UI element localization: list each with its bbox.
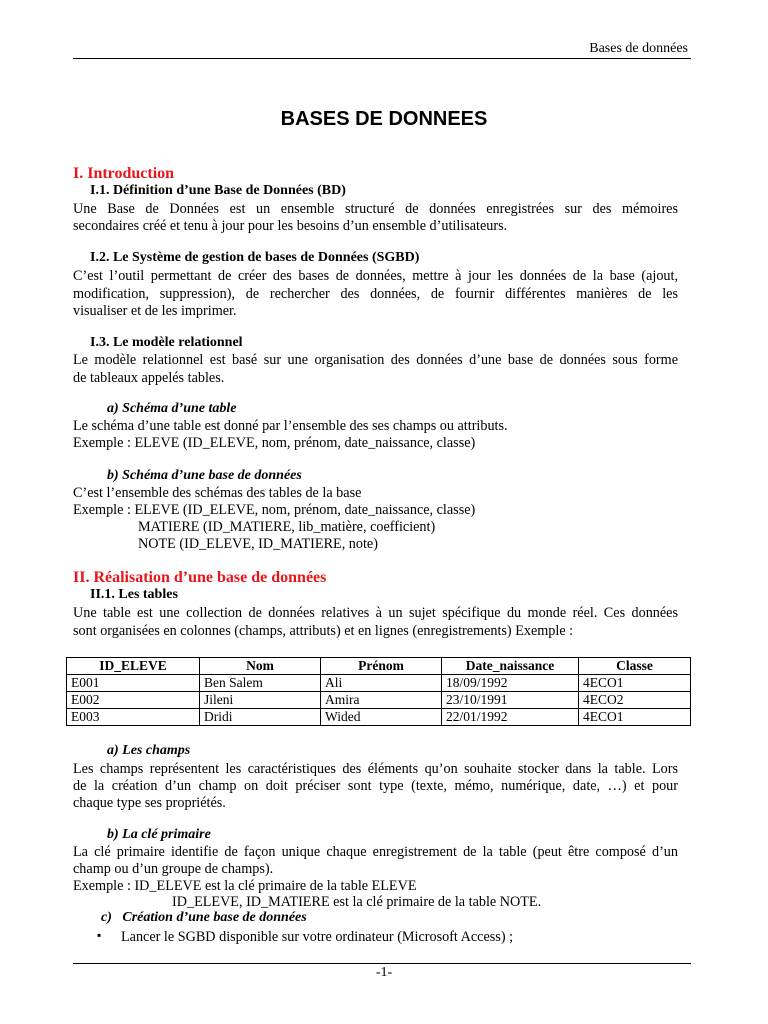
paragraph-line: de tableaux appelés tables. <box>73 370 225 386</box>
column-header: ID_ELEVE <box>67 658 200 675</box>
column-header: Date_naissance <box>442 658 579 675</box>
paragraph-line: C’est l’ensemble des schémas des tables de la base <box>73 485 362 501</box>
paragraph-line: C’est l’outil permettant de créer des bases de données, mettre à jour les données de la base (ajout, <box>73 268 678 284</box>
subsection-1-2-heading: I.2. Le Système de gestion de bases de Données (SGBD) <box>90 250 420 265</box>
table-cell: Jileni <box>200 692 321 709</box>
table-cell: 22/01/1992 <box>442 709 579 726</box>
paragraph-line: Exemple : ELEVE (ID_ELEVE, nom, prénom, date_naissance, classe) <box>73 435 476 451</box>
running-header: Bases de données <box>589 41 688 56</box>
paragraph-line: Les champs représentent les caractéristiques des éléments qu’on souhaite stocker dans la table. Lors <box>73 761 678 777</box>
paragraph-line: Exemple : ELEVE (ID_ELEVE, nom, prénom, date_naissance, classe) <box>73 502 476 518</box>
paragraph-line: Une Base de Données est un ensemble structuré de données enregistrées sur des mémoires <box>73 201 678 217</box>
column-header: Nom <box>200 658 321 675</box>
footer-rule <box>73 963 691 964</box>
subsection-2-1-heading: II.1. Les tables <box>90 587 178 602</box>
section-1-heading: I. Introduction <box>73 165 175 182</box>
table-cell: Ben Salem <box>200 675 321 692</box>
primary-key-heading: b) La clé primaire <box>107 827 211 842</box>
section-2-heading: II. Réalisation d’une base de données <box>73 569 327 586</box>
paragraph-line: NOTE (ID_ELEVE, ID_MATIERE, note) <box>138 536 378 552</box>
table-row <box>67 709 691 726</box>
eleve-table <box>66 657 691 726</box>
create-db-heading: c) Création d’une base de données <box>101 910 307 925</box>
table-cell: 4ECO1 <box>579 709 691 726</box>
paragraph-line: secondaires créé et tenu à jour pour les besoins d’un ensemble d’utilisateurs. <box>73 218 508 234</box>
table-header-row <box>67 658 691 675</box>
header-rule <box>73 58 691 59</box>
bullet-icon: ▪ <box>97 928 102 942</box>
document-title: BASES DE DONNEES <box>280 108 488 130</box>
paragraph-line: La clé primaire identifie de façon unique chaque enregistrement de la table (peut être composé d’un <box>73 844 678 860</box>
page-number: -1- <box>375 965 393 980</box>
paragraph-line: modification, suppression), de rechercher des données, de fournir différentes manières de les <box>73 286 678 302</box>
table-cell: 4ECO2 <box>579 692 691 709</box>
table-cell: 23/10/1991 <box>442 692 579 709</box>
subsection-1-3-heading: I.3. Le modèle relationnel <box>90 335 243 350</box>
table-cell: 18/09/1992 <box>442 675 579 692</box>
table-cell: Amira <box>321 692 442 709</box>
paragraph-line: champ ou d’un groupe de champs). <box>73 861 274 877</box>
table-cell: E001 <box>67 675 200 692</box>
bullet-item: Lancer le SGBD disponible sur votre ordinateur (Microsoft Access) ; <box>121 929 514 945</box>
fields-heading: a) Les champs <box>107 743 191 758</box>
subsection-1-1-heading: I.1. Définition d’une Base de Données (BD) <box>90 183 346 198</box>
schema-db-heading: b) Schéma d’une base de données <box>107 468 302 483</box>
table-cell: Ali <box>321 675 442 692</box>
schema-table-heading: a) Schéma d’une table <box>107 401 237 416</box>
paragraph-line: sont organisées en colonnes (champs, attributs) et en lignes (enregistrements) Exemple : <box>73 623 574 639</box>
column-header: Prénom <box>321 658 442 675</box>
paragraph-line: ID_ELEVE, ID_MATIERE est la clé primaire de la table NOTE. <box>172 894 542 910</box>
paragraph-line: MATIERE (ID_MATIERE, lib_matière, coefficient) <box>138 519 436 535</box>
table-cell: Wided <box>321 709 442 726</box>
table-row <box>67 692 691 709</box>
paragraph-line: chaque type ses propriétés. <box>73 795 226 811</box>
paragraph-line: Le schéma d’une table est donné par l’ensemble des ses champs ou attributs. <box>73 418 508 434</box>
table-cell: 4ECO1 <box>579 675 691 692</box>
table-cell: E003 <box>67 709 200 726</box>
table-cell: E002 <box>67 692 200 709</box>
column-header: Classe <box>579 658 691 675</box>
paragraph-line: Une table est une collection de données relatives à un sujet spécifique du monde réel. Ces données <box>73 605 678 621</box>
table-cell: Dridi <box>200 709 321 726</box>
paragraph-line: de la création d’un champ on doit préciser sont type (texte, mémo, numérique, date, …) et pour <box>73 778 678 794</box>
paragraph-line: Exemple : ID_ELEVE est la clé primaire de la table ELEVE <box>73 878 417 894</box>
table-row <box>67 675 691 692</box>
paragraph-line: Le modèle relationnel est basé sur une organisation des données d’une base de données sous forme <box>73 352 678 368</box>
paragraph-line: visualiser et de les imprimer. <box>73 303 237 319</box>
